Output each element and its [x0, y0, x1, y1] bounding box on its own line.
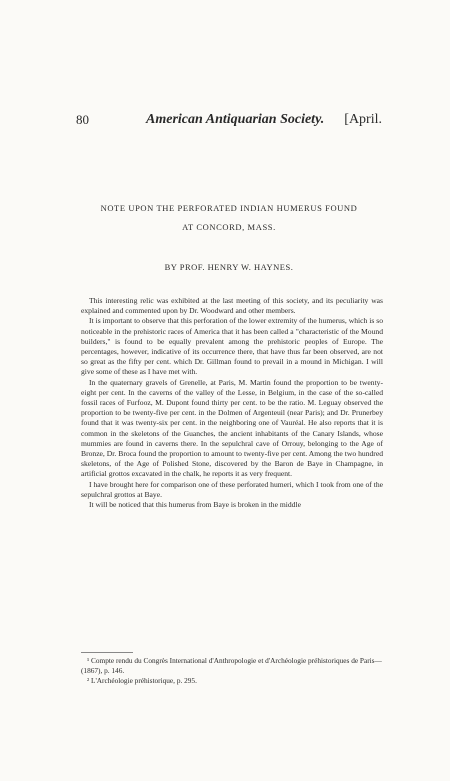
- body-paragraph: In the quaternary gravels of Grenelle, at Paris, M. Martin found the proportion to be twenty-eight per cent. In the caverns of the valley of the Lesse, in Belgium, in the case of the so-called fossil races of Furfooz, M. Dupont found thirty per cent. to be the ratio. M. Leguay observed the proportion to be twenty-five per cent. in the Dolmen of Argenteuil (near Paris); and Dr. Prunerbey found that it was twenty-six per cent. in the neighboring one of Vauréal. He also reports that it is common in the skeletons of the Guanches, the ancient inhabitants of the Canary Islands, whose mummies are found in caverns there. In the sepulchral cave of Orrouy, belonging to the Age of Bronze, Dr. Broca found the proportion to amount to twenty-five per cent. Among the two hundred skeletons, of the Age of Polished Stone, discovered by the Baron de Baye in Champagne, in artificial grottos excavated in the chalk, he reports it as very frequent.: [81, 377, 383, 479]
- body-paragraph: It is important to observe that this perforation of the lower extremity of the humerus, which is so noticeable in the prehistoric races of America that it has been called a "characteristic of the Mound builders," is found to be equally prevalent among the prehistoric peoples of Europe. The percentages, however, indicative of its occurrence there, that have thus far been observed, are not so great as the fifty per cent. which Dr. Gillman found to prevail in a mound in Michigan. I will give some of these as I have met with.: [81, 316, 383, 377]
- article-title-line-1: NOTE UPON THE PERFORATED INDIAN HUMERUS FOUND: [100, 203, 358, 213]
- body-paragraph: It will be noticed that this humerus from Baye is broken in the middle: [89, 500, 301, 510]
- footnote-divider: [81, 652, 133, 653]
- footnote: ¹ Compte rendu du Congrès International d'Anthropologie et d'Archéologie préhistoriques de Paris—(1867), p. 146.: [81, 656, 382, 675]
- footnote: ² L'Archéologie préhistorique, p. 295.: [87, 676, 197, 685]
- article-author: BY PROF. HENRY W. HAYNES.: [164, 262, 294, 272]
- body-paragraph: I have brought here for comparison one of these perforated humeri, which I took from one of the sepulchral grottos at Baye.: [81, 479, 383, 499]
- running-header: [76, 112, 382, 134]
- journal-title: American Antiquarian Society.: [146, 112, 325, 127]
- article-body: [81, 296, 383, 510]
- footnotes: [81, 656, 383, 686]
- header-month: [April.: [344, 112, 382, 127]
- page-number: 80: [76, 112, 89, 127]
- body-paragraph: This interesting relic was exhibited at the last meeting of this society, and its peculiarity was explained and commented upon by Dr. Woodward and other members.: [81, 296, 383, 316]
- article-title-line-2: AT CONCORD, MASS.: [182, 222, 276, 232]
